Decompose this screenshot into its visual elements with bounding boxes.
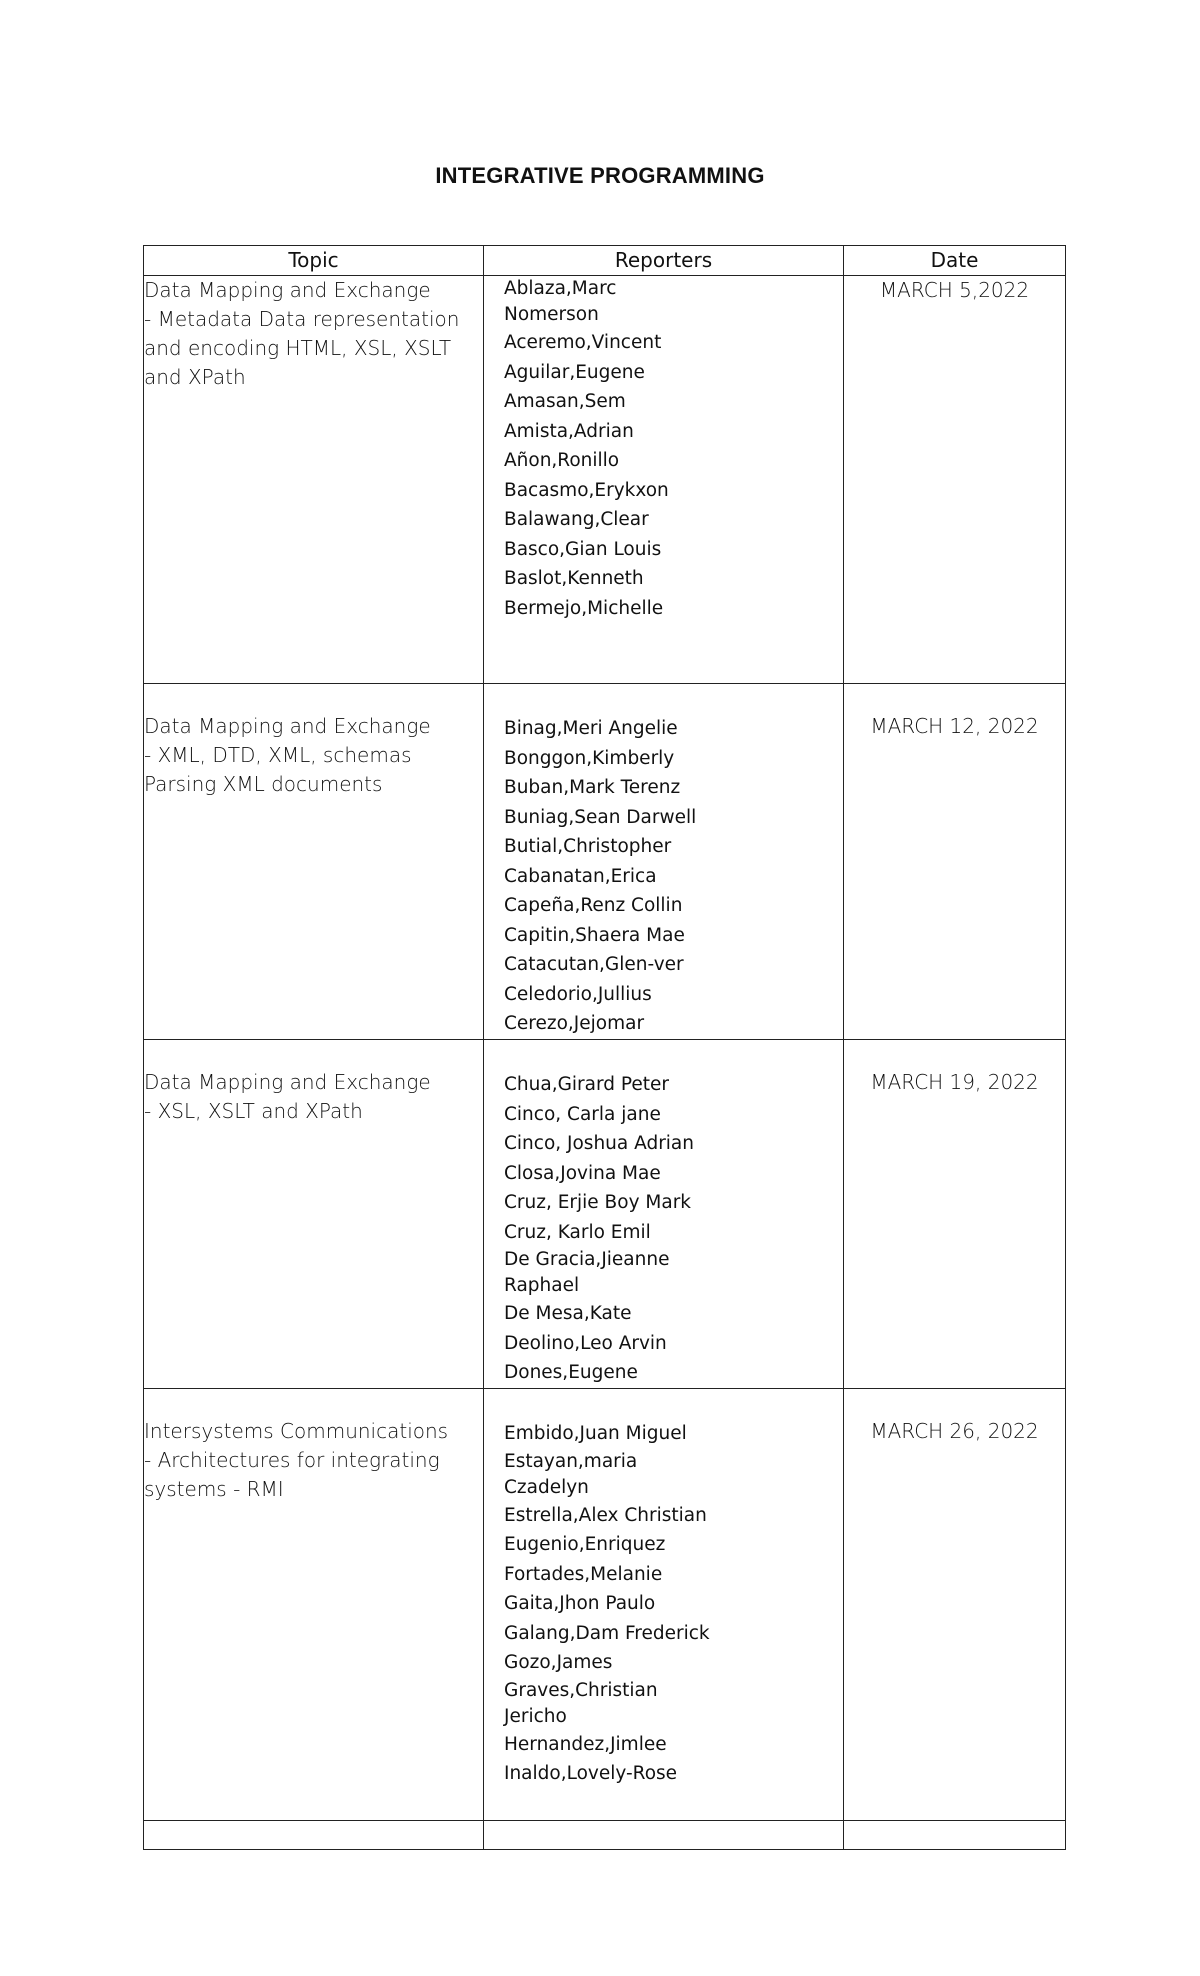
reporter-name: Buban,Mark Terenz bbox=[504, 777, 681, 798]
reporter-name-part: Czadelyn bbox=[504, 1476, 589, 1498]
reporters-list bbox=[484, 1070, 843, 1388]
reporter-name: Amista,Adrian bbox=[504, 420, 634, 442]
reporter-name-part: Ablaza,Marc bbox=[504, 278, 617, 299]
reporter-name-part: De Gracia,Jieanne bbox=[504, 1249, 670, 1270]
topic-line: Data Mapping and Exchange bbox=[144, 1070, 431, 1094]
reporter-name: Baslot,Kenneth bbox=[504, 568, 644, 589]
topic-line: Data Mapping and Exchange bbox=[144, 278, 431, 302]
reporter-name: Cinco, Carla jane bbox=[504, 1103, 661, 1125]
table-row bbox=[144, 684, 1066, 1040]
topic-line: - XML, DTD, XML, schemas bbox=[144, 743, 412, 767]
reporter-name-part: Jericho bbox=[504, 1705, 567, 1727]
table-row bbox=[144, 276, 1066, 684]
reporter-name: Bermejo,Michelle bbox=[504, 597, 664, 619]
reporter-name bbox=[504, 1449, 843, 1501]
reporter-name: Bonggon,Kimberly bbox=[504, 747, 675, 769]
reporter-name: Estrella,Alex Christian bbox=[504, 1504, 707, 1526]
empty-cell bbox=[844, 1821, 1066, 1850]
reporter-name: Aguilar,Eugene bbox=[504, 361, 645, 383]
reporter-name: Closa,Jovina Mae bbox=[504, 1162, 661, 1184]
schedule-table bbox=[143, 245, 1066, 1850]
reporter-name bbox=[504, 276, 843, 328]
date-cell: MARCH 19, 2022 bbox=[844, 1040, 1066, 1389]
reporter-name: Galang,Dam Frederick bbox=[504, 1622, 710, 1644]
empty-cell bbox=[484, 1821, 844, 1850]
reporters-cell bbox=[484, 1040, 844, 1389]
reporter-name: Binag,Meri Angelie bbox=[504, 718, 678, 739]
reporter-name: Capeña,Renz Collin bbox=[504, 895, 683, 916]
topic-line: and encoding HTML, XSL, XSLT bbox=[144, 336, 452, 360]
reporter-name: Bacasmo,Erykxon bbox=[504, 479, 669, 501]
topic-line: Parsing XML documents bbox=[144, 772, 383, 796]
reporter-name-part: Raphael bbox=[504, 1275, 580, 1296]
reporter-name: De Mesa,Kate bbox=[504, 1303, 632, 1324]
reporter-name: Añon,Ronillo bbox=[504, 450, 620, 471]
reporter-name-part: Nomerson bbox=[504, 304, 599, 325]
reporters-cell bbox=[484, 684, 844, 1040]
topic-cell bbox=[144, 684, 484, 1040]
date-cell: MARCH 26, 2022 bbox=[844, 1389, 1066, 1821]
reporter-name: Capitin,Shaera Mae bbox=[504, 924, 685, 946]
topic-line: - XSL, XSLT and XPath bbox=[144, 1099, 363, 1123]
reporter-name: Eugenio,Enriquez bbox=[504, 1534, 666, 1555]
reporters-cell bbox=[484, 1389, 844, 1821]
page-title: INTEGRATIVE PROGRAMMING bbox=[435, 163, 765, 188]
table-row bbox=[144, 1040, 1066, 1389]
empty-cell bbox=[144, 1821, 484, 1850]
reporter-name: Celedorio,Jullius bbox=[504, 983, 652, 1005]
reporter-name: Butial,Christopher bbox=[504, 836, 672, 857]
topic-line: Intersystems Communications bbox=[144, 1419, 449, 1443]
date-cell: MARCH 12, 2022 bbox=[844, 684, 1066, 1040]
reporter-name: Cinco, Joshua Adrian bbox=[504, 1133, 694, 1154]
table-row bbox=[144, 1389, 1066, 1821]
reporter-name bbox=[504, 1678, 843, 1730]
reporter-name: Fortades,Melanie bbox=[504, 1563, 663, 1585]
topic-cell bbox=[144, 1389, 484, 1821]
reporter-name: Cruz, Karlo Emil bbox=[504, 1221, 651, 1243]
topic-line: - Architectures for integrating bbox=[144, 1448, 440, 1472]
reporter-name: Buniag,Sean Darwell bbox=[504, 806, 697, 828]
reporter-name: Hernandez,Jimlee bbox=[504, 1733, 667, 1755]
reporter-name: Basco,Gian Louis bbox=[504, 538, 662, 560]
reporter-name: Cerezo,Jejomar bbox=[504, 1013, 645, 1034]
header-date: Date bbox=[844, 246, 1066, 276]
reporter-name: Gozo,James bbox=[504, 1652, 613, 1673]
date-cell: MARCH 5,2022 bbox=[844, 276, 1066, 684]
reporter-name: Cruz, Erjie Boy Mark bbox=[504, 1192, 692, 1213]
reporter-name: Catacutan,Glen-ver bbox=[504, 954, 684, 975]
reporter-name: Cabanatan,Erica bbox=[504, 865, 657, 887]
reporters-list bbox=[484, 714, 843, 1039]
topic-cell bbox=[144, 1040, 484, 1389]
reporter-name: Chua,Girard Peter bbox=[504, 1074, 670, 1095]
reporter-name: Embido,Juan Miguel bbox=[504, 1423, 687, 1444]
reporters-cell bbox=[484, 276, 844, 684]
topic-line: Data Mapping and Exchange bbox=[144, 714, 431, 738]
reporter-name: Deolino,Leo Arvin bbox=[504, 1332, 667, 1354]
topic-line: and XPath bbox=[144, 365, 246, 389]
reporter-name-part: Graves,Christian bbox=[504, 1679, 658, 1701]
reporter-name: Inaldo,Lovely-Rose bbox=[504, 1763, 678, 1784]
reporter-name: Amasan,Sem bbox=[504, 391, 626, 412]
topic-cell bbox=[144, 276, 484, 684]
reporter-name-part: Estayan,maria bbox=[504, 1450, 638, 1472]
header-reporters: Reporters bbox=[484, 246, 844, 276]
reporter-name: Aceremo,Vincent bbox=[504, 332, 662, 353]
reporter-name: Gaita,Jhon Paulo bbox=[504, 1593, 656, 1614]
empty-row bbox=[144, 1821, 1066, 1850]
reporter-name bbox=[504, 1247, 843, 1299]
reporters-list bbox=[484, 276, 843, 623]
topic-line: - Metadata Data representation bbox=[144, 307, 460, 331]
reporters-list bbox=[484, 1419, 843, 1789]
reporter-name: Balawang,Clear bbox=[504, 509, 649, 530]
reporter-name: Dones,Eugene bbox=[504, 1362, 638, 1383]
topic-line: systems - RMI bbox=[144, 1477, 284, 1501]
header-topic: Topic bbox=[144, 246, 484, 276]
header-row bbox=[144, 246, 1066, 276]
